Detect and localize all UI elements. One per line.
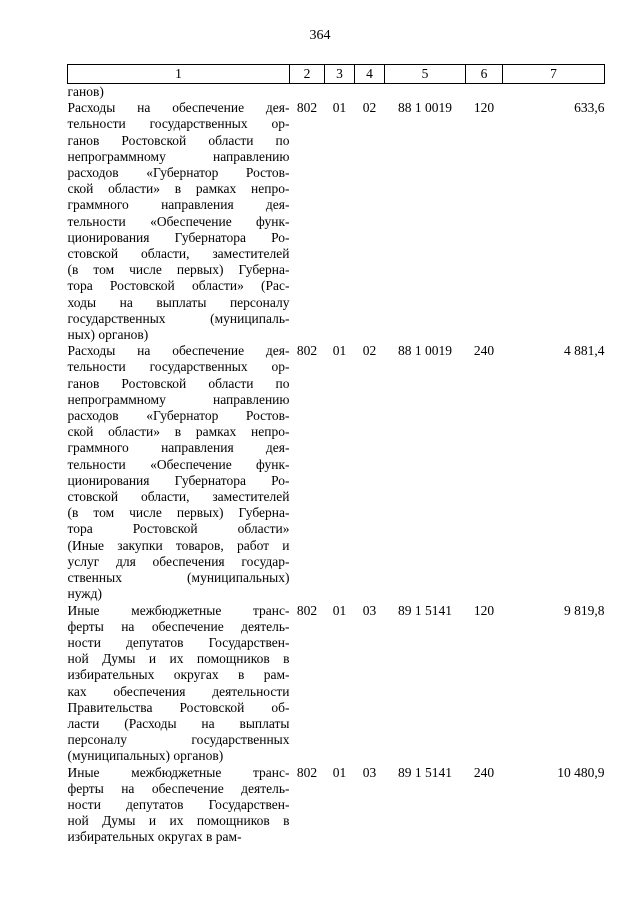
description-line: ферты на обеспечение деятель- (67, 618, 290, 634)
description-line: услуг для обеспечения государ- (67, 553, 290, 569)
section-code: 01 (332, 602, 347, 618)
column-header-3: 3 (325, 65, 355, 84)
ministry-code: 802 (296, 343, 318, 359)
description-line: непрограммному направлению (67, 391, 290, 407)
budget-table (67, 64, 605, 846)
description-line: ской области» в рамках непро- (67, 424, 290, 440)
description-line: Иные межбюджетные транс- (67, 602, 290, 618)
description-line: тельности «Обеспечение функ- (67, 213, 290, 229)
description-line: непрограммному направлению (67, 148, 290, 164)
description-line: тора Ростовской области» (Рас- (67, 278, 290, 294)
description-line: ласти (Расходы на выплаты (67, 715, 290, 731)
description-line: (в том числе первых) Губерна- (67, 262, 290, 278)
row-description (68, 343, 290, 602)
description-line: ной Думы и их помощников в (67, 813, 290, 829)
column-header-5: 5 (385, 65, 466, 84)
ministry-code: 802 (296, 764, 318, 780)
description-line: граммного направления дея- (67, 440, 290, 456)
column-header-4: 4 (355, 65, 385, 84)
description-line: ферты на обеспечение деятель- (67, 780, 290, 796)
page-number: 364 (309, 28, 331, 43)
description-line: (муниципальных) органов) (67, 748, 224, 764)
description-line: избирательных округах в рам- (67, 667, 290, 683)
description-line: ской области» в рамках непро- (67, 181, 290, 197)
description-line: государственных (муниципаль- (67, 310, 290, 326)
description-line: тельности государственных ор- (67, 359, 290, 375)
table-row (68, 343, 605, 602)
column-header-2: 2 (290, 65, 325, 84)
description-line: Правительства Ростовской об- (67, 699, 290, 715)
description-line: (Иные закупки товаров, работ и (67, 537, 290, 553)
section-code: 01 (332, 100, 347, 116)
ministry-code: 802 (296, 100, 318, 116)
description-line: ганов Ростовской области по (67, 132, 290, 148)
target-article-code: 88 1 0019 (398, 343, 452, 359)
description-line: (в том числе первых) Губерна- (67, 505, 290, 521)
ministry-code: 802 (296, 602, 318, 618)
table-row (68, 765, 605, 846)
amount-value: 633,6 (574, 100, 605, 116)
description-line: ционирования Губернатора Ро- (67, 472, 290, 488)
description-line: расходов «Губернатор Ростов- (67, 408, 290, 424)
expense-type-code: 120 (473, 100, 495, 116)
header-row (68, 65, 605, 84)
section-code: 01 (332, 343, 347, 359)
description-line: ных) органов) (67, 327, 149, 343)
amount-value: 9 819,8 (564, 602, 605, 618)
description-line: ной Думы и их помощников в (67, 651, 290, 667)
description-line: Расходы на обеспечение дея- (67, 343, 290, 359)
description-line: тельности «Обеспечение функ- (67, 456, 290, 472)
description-line: ности депутатов Государствен- (67, 634, 290, 650)
description-line: ности депутатов Государствен- (67, 796, 290, 812)
continuation-text: ганов) (67, 84, 104, 99)
subsection-code: 03 (362, 764, 377, 780)
subsection-code: 02 (362, 343, 377, 359)
description-line: ционирования Губернатора Ро- (67, 229, 290, 245)
description-line: тельности государственных ор- (67, 116, 290, 132)
description-line: избирательных округах в рам- (67, 829, 242, 845)
subsection-code: 02 (362, 100, 377, 116)
expense-type-code: 240 (473, 764, 495, 780)
description-line: ственных (муниципальных) (67, 570, 290, 586)
row-description (68, 603, 290, 765)
description-line: нужд) (67, 586, 102, 602)
continuation-row (68, 84, 605, 101)
table-body (68, 84, 605, 846)
description-line: персоналу государственных (67, 732, 290, 748)
description-line: Иные межбюджетные транс- (67, 764, 290, 780)
table-row (68, 100, 605, 343)
description-line: тора Ростовской области» (67, 521, 290, 537)
table-header (68, 65, 605, 84)
description-line: Расходы на обеспечение дея- (67, 100, 290, 116)
row-description (68, 765, 290, 846)
row-description (68, 100, 290, 343)
amount-value: 4 881,4 (564, 343, 605, 359)
description-line: ходы на выплаты персоналу (67, 294, 290, 310)
description-line: ганов Ростовской области по (67, 375, 290, 391)
column-header-1: 1 (68, 65, 290, 84)
description-line: расходов «Губернатор Ростов- (67, 165, 290, 181)
subsection-code: 03 (362, 602, 377, 618)
description-line: стовской области, заместителей (67, 246, 290, 262)
description-line: граммного направления дея- (67, 197, 290, 213)
description-line: стовской области, заместителей (67, 489, 290, 505)
amount-value: 10 480,9 (557, 764, 605, 780)
table-row (68, 603, 605, 765)
column-header-7: 7 (503, 65, 605, 84)
column-header-6: 6 (466, 65, 503, 84)
section-code: 01 (332, 764, 347, 780)
description-line: ках обеспечения деятельности (67, 683, 290, 699)
target-article-code: 89 1 5141 (398, 602, 452, 618)
expense-type-code: 120 (473, 602, 495, 618)
expense-type-code: 240 (473, 343, 495, 359)
target-article-code: 89 1 5141 (398, 764, 452, 780)
target-article-code: 88 1 0019 (398, 100, 452, 116)
